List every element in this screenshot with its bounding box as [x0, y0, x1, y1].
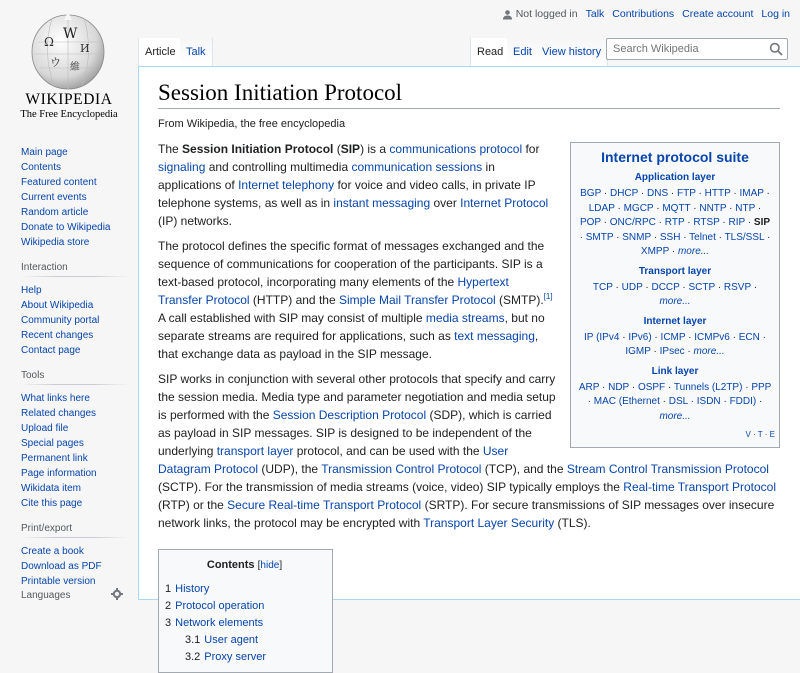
sidebar-tools-link[interactable]: Wikidata item [21, 483, 82, 494]
sidebar-nav-link[interactable]: Wikipedia store [21, 237, 90, 248]
sidebar-tools-link[interactable]: Page information [21, 468, 97, 479]
sidebar-list-item [21, 559, 138, 574]
navbox-protocol-link[interactable]: TCP [592, 281, 613, 293]
text: (SRTP). For secure transmissions of SIP messages over insecure network links, the protocol may be encrypted with [158, 498, 775, 530]
sidebar-list-item [21, 436, 138, 451]
toc-list [165, 581, 324, 666]
print-export-heading: Print/export [21, 523, 128, 538]
sidebar-tools [21, 370, 138, 511]
sidebar-list-item [21, 160, 138, 175]
not-logged-in-label: Not logged in [515, 8, 578, 20]
sidebar-navigation [21, 145, 138, 250]
table-of-contents [158, 549, 333, 673]
text: for voice and video calls, in private IP telephone systems, as well as in [158, 178, 536, 210]
text: (RTP) or the [158, 498, 228, 512]
navbox-vte: V · T · E [745, 430, 775, 439]
sidebar-list-item [21, 544, 138, 559]
article-link[interactable]: signaling [158, 160, 206, 174]
logo-wordmark: WIKIPEDIA [25, 91, 113, 108]
navbox-protocol-link[interactable]: POP [579, 217, 601, 228]
sidebar-list-item [21, 466, 138, 481]
article-link[interactable]: Transmission Control Protocol [321, 462, 482, 476]
navbox-protocol-link[interactable]: ICMP [660, 331, 686, 343]
sidebar [0, 140, 138, 601]
sidebar-nav-link-list [21, 145, 138, 250]
page-title: Session Initiation Protocol [158, 80, 780, 109]
log-in-link[interactable]: Log in [761, 8, 790, 20]
sidebar-nav-link[interactable]: Featured content [21, 177, 97, 188]
article-link[interactable]: Internet telephony [238, 178, 335, 192]
navbox-protocol-link[interactable]: IMAP [739, 188, 764, 199]
navbox-protocol-link[interactable]: SSH [659, 231, 681, 243]
navbox-protocol-link[interactable]: DNS [647, 188, 669, 199]
search-input[interactable] [607, 39, 765, 59]
navbox-section-heading[interactable]: Internet layer [643, 315, 707, 327]
talk-link[interactable]: Talk [585, 8, 605, 20]
text: protocol, and can be used with the [293, 444, 483, 458]
navbox-protocol-link[interactable]: RSVP [723, 281, 751, 293]
navbox-protocol-link[interactable]: MGCP [623, 202, 654, 214]
sidebar-list-item [21, 406, 138, 421]
sidebar-list-item [21, 205, 138, 220]
navbox-more-link[interactable]: more... [677, 246, 710, 257]
navbox-protocol-link[interactable]: SCTP [688, 281, 716, 293]
tab-article[interactable]: Article [138, 38, 183, 66]
interaction-heading: Interaction [21, 262, 128, 277]
navbox-protocol-link[interactable]: MAC (Ethernet [593, 396, 660, 407]
article-link[interactable]: Session Description Protocol [272, 408, 427, 422]
text: (TCP), and the [481, 462, 567, 476]
article-body [158, 140, 780, 673]
sidebar-interaction-link[interactable]: Community portal [21, 315, 100, 326]
toc-item[interactable] [165, 598, 324, 615]
navbox-protocol-link[interactable]: DCCP [651, 281, 680, 293]
svg-text:W: W [63, 26, 78, 42]
toc-link[interactable]: Proxy server [204, 651, 267, 663]
main-content [138, 66, 800, 663]
sidebar-tools-link[interactable]: Cite this page [21, 498, 83, 509]
navbox-protocol-link[interactable]: DHCP [609, 188, 639, 199]
navbox-protocol-link[interactable]: RTP [664, 217, 685, 228]
sidebar-list-item [21, 481, 138, 496]
text: ) is a [360, 142, 390, 156]
text: (SDP), which is carried as payload in SIP messages. SIP is designed to be independent of the underlying [158, 408, 552, 458]
vte-edit-link[interactable]: E [769, 430, 775, 439]
navbox-protocol-link[interactable]: SMTP [585, 231, 614, 243]
vte-talk-link[interactable]: T [757, 430, 763, 439]
text: A call established with SIP may consist of multiple [158, 311, 426, 325]
toc-link[interactable]: User agent [204, 634, 259, 646]
sidebar-tools-link[interactable]: Special pages [21, 438, 84, 449]
navbox-protocol-link[interactable]: SIP [753, 217, 771, 228]
svg-text:Ω: Ω [44, 35, 54, 49]
sidebar-nav-link[interactable]: Donate to Wikipedia [21, 222, 111, 233]
navbox-protocol-link[interactable]: IP (IPv4 [584, 331, 620, 343]
navbox-protocol-link[interactable]: TLS/SSL [724, 231, 765, 243]
create-account-link[interactable]: Create account [682, 8, 754, 20]
sidebar-interaction-link-list [21, 283, 138, 358]
sidebar-list-item [21, 313, 138, 328]
sidebar-print [21, 523, 138, 589]
toc-heading: Contents [206, 559, 255, 571]
sidebar-list-item [21, 451, 138, 466]
navbox-section-heading[interactable]: Link layer [651, 365, 699, 377]
article-link[interactable]: communication sessions [351, 160, 483, 174]
navbox-more-link[interactable]: more... [659, 296, 691, 307]
user-icon [502, 9, 513, 20]
article-link[interactable]: Simple Mail Transfer Protocol [338, 293, 496, 307]
article-link[interactable]: transport layer [216, 444, 294, 458]
navbox-protocol-link[interactable]: FTP [677, 188, 696, 199]
sidebar-list-item [21, 220, 138, 235]
sidebar-interaction [21, 262, 138, 358]
navbox-protocol-link[interactable]: FDDI) [729, 396, 757, 407]
reference-link[interactable]: [1] [543, 292, 553, 301]
navbox-protocol-link[interactable]: LDAP [588, 202, 615, 214]
toc-number: 3 [165, 617, 172, 629]
sidebar-nav-link[interactable]: Contents [21, 162, 62, 173]
navbox-section-heading[interactable]: Transport layer [638, 265, 712, 277]
navbox-protocol-link[interactable]: MQTT [662, 202, 691, 214]
article-link[interactable]: Real-time Transport Protocol [623, 480, 777, 494]
navbox-protocol-link[interactable]: ICMPv6 [694, 331, 730, 343]
sidebar-print-link-list [21, 544, 138, 589]
text: (UDP), the [258, 462, 322, 476]
navbox-protocol-link[interactable]: PPP [751, 381, 772, 393]
gear-icon[interactable] [111, 588, 123, 600]
sidebar-list-item [21, 190, 138, 205]
navbox-protocol-link[interactable]: IPsec [659, 346, 685, 357]
protocol-suite-navbox [570, 142, 780, 448]
sidebar-list-item [21, 496, 138, 511]
navbox-section-list: IP (IPv4 · IPv6) · ICMP · ICMPv6 · ECN · IGMP · IPsec · more... [584, 331, 766, 357]
sidebar-list-item [21, 298, 138, 313]
text: (IP) networks. [158, 214, 233, 228]
toc-item[interactable] [165, 581, 324, 598]
wikipedia-globe-icon [28, 12, 108, 90]
toc-link[interactable]: Network elements [175, 617, 264, 629]
sidebar-print-link[interactable]: Create a book [21, 546, 84, 557]
sidebar-nav-link[interactable]: Random article [21, 207, 89, 218]
article-link[interactable]: Secure Real-time Transport Protocol [227, 498, 422, 512]
navbox-protocol-link[interactable]: XMPP [640, 246, 670, 257]
navbox-more-link[interactable]: more... [659, 410, 691, 422]
tab-read[interactable]: Read [470, 38, 510, 66]
navbox-section-list: ARP · NDP · OSPF · Tunnels (L2TP) · PPP · MAC (Ethernet · DSL · ISDN · FDDI) · more... [578, 381, 772, 422]
toc-number: 3.1 [185, 634, 201, 646]
navbox-protocol-link[interactable]: OSPF [637, 381, 666, 393]
languages-heading: Languages [21, 590, 71, 601]
navbox-protocol-link[interactable]: Tunnels (L2TP) [673, 381, 743, 393]
svg-text:И: И [80, 42, 90, 55]
navbox-title[interactable]: Internet protocol suite [601, 149, 749, 165]
toc-number: 2 [165, 600, 172, 612]
navbox-protocol-link[interactable]: RIP [728, 217, 746, 228]
text: over [430, 196, 461, 210]
text: in applications of [158, 160, 495, 192]
sidebar-print-link[interactable]: Download as PDF [21, 561, 102, 572]
sidebar-list-item [21, 145, 138, 160]
sidebar-nav-link[interactable]: Current events [21, 192, 87, 203]
sidebar-tools-link[interactable]: Related changes [21, 408, 97, 419]
search-icon[interactable] [769, 42, 783, 56]
text: (SMTP). [495, 293, 544, 307]
text: , but no separate streams are required for applications, such as [158, 311, 545, 343]
article-link[interactable]: Stream Control Transmission Protocol [566, 462, 769, 476]
sidebar-tools-link[interactable]: Upload file [21, 423, 69, 434]
sidebar-interaction-link[interactable]: About Wikipedia [21, 300, 94, 311]
article-link[interactable]: Transport Layer Security [423, 516, 555, 530]
navbox-protocol-link[interactable]: SNMP [622, 231, 651, 243]
navbox-protocol-link[interactable]: ECN [738, 331, 760, 343]
navbox-protocol-link[interactable]: ONC/RPC [609, 217, 656, 228]
tools-heading: Tools [21, 370, 128, 385]
navbox-protocol-link[interactable]: ARP [578, 381, 600, 393]
navbox-protocol-link[interactable]: DSL [668, 396, 688, 407]
article-link[interactable]: text messaging [454, 329, 535, 343]
personal-tools [502, 8, 790, 20]
sidebar-list-item [21, 421, 138, 436]
tab-view-history[interactable]: View history [536, 38, 608, 66]
not-logged-in-status [502, 8, 578, 20]
toc-link[interactable]: Protocol operation [175, 600, 265, 612]
text: The protocol defines the specific format of messages exchanged and the sequence of communications for cooperation of the participants. SIP is a text-based protocol, incorporating many elements of the [158, 239, 545, 289]
toc-title: Contents [hide] [206, 559, 283, 571]
navbox-protocol-link[interactable]: UDP [621, 281, 643, 293]
article-link[interactable]: media streams [425, 311, 505, 325]
tab-talk[interactable]: Talk [180, 38, 213, 66]
term-bold: Session Initiation Protocol [182, 142, 334, 156]
article-link[interactable]: instant messaging [333, 196, 431, 210]
navbox-protocol-link[interactable]: NDP [608, 381, 630, 393]
site-subtitle: From Wikipedia, the free encyclopedia [158, 118, 346, 130]
toc-link[interactable]: History [175, 583, 210, 595]
contributions-link[interactable]: Contributions [612, 8, 675, 20]
logo-tagline: The Free Encyclopedia [20, 109, 118, 120]
vte-view-link[interactable]: V [745, 430, 751, 439]
text: and controlling multimedia [205, 160, 352, 174]
toc-number: 1 [165, 583, 172, 595]
sidebar-list-item [21, 343, 138, 358]
toc-item[interactable] [165, 632, 324, 649]
sidebar-list-item [21, 328, 138, 343]
article-link[interactable]: User Datagram Protocol [158, 444, 509, 476]
navbox-protocol-link[interactable]: IPv6) [628, 331, 652, 343]
toc-item[interactable] [165, 615, 324, 632]
navbox-protocol-link[interactable]: NNTP [699, 202, 727, 214]
toc-number: 3.2 [185, 651, 201, 663]
text: SIP works in conjunction with several other protocols that specify and carry the session media. Media type and parameter negotiation and media setup is performed with the [158, 372, 556, 422]
sidebar-print-link[interactable]: Printable version [21, 576, 96, 587]
navbox-section-list: TCP · UDP · DCCP · SCTP · RSVP · more... [592, 281, 758, 307]
sidebar-list-item [21, 391, 138, 406]
tab-edit[interactable]: Edit [507, 38, 539, 66]
text: , that exchange data as payload in the SIP message. [158, 329, 539, 361]
sidebar-list-item [21, 283, 138, 298]
article-link[interactable]: Internet Protocol [460, 196, 549, 210]
text: ( [333, 142, 341, 156]
text: (TLS). [554, 516, 591, 530]
sidebar-nav-link[interactable]: Main page [21, 147, 68, 158]
navbox-protocol-link[interactable]: BGP [580, 188, 602, 199]
text: (SCTP). For the transmission of media streams (voice, video) SIP typically employs the [158, 480, 624, 494]
text: for [522, 142, 540, 156]
navbox-more-link[interactable]: more... [693, 346, 725, 357]
text: The [158, 142, 183, 156]
svg-text:維: 維 [70, 62, 80, 73]
article-link[interactable]: Hypertext Transfer Protocol [158, 275, 509, 307]
navbox-section-list: BGP · DHCP · DNS · FTP · HTTP · IMAP · LDAP · MGCP · MQTT · NNTP · NTP · POP · ONC/RPC · RTP · RTSP · RIP · SIP · SMTP · SNMP · SSH · Telnet · TLS/SSL · XMPP · more... [579, 188, 771, 257]
sidebar-interaction-link[interactable]: Help [21, 285, 42, 296]
sidebar-list-item [21, 175, 138, 190]
navbox-protocol-link[interactable]: IGMP [625, 346, 651, 357]
sidebar-tools-link[interactable]: What links here [21, 393, 90, 404]
sidebar-interaction-link[interactable]: Contact page [21, 345, 81, 356]
navbox-section-heading[interactable]: Application layer [634, 172, 716, 183]
wikipedia-logo[interactable] [0, 0, 138, 125]
navbox-protocol-link[interactable]: Telnet [689, 231, 716, 243]
navbox-protocol-link[interactable]: RTSP [693, 217, 720, 228]
acronym-bold: SIP [340, 142, 361, 156]
navbox-protocol-link[interactable]: NTP [735, 202, 756, 214]
toc-item[interactable] [165, 649, 324, 666]
toc-hide-toggle[interactable]: hide [260, 560, 280, 571]
sidebar-interaction-link[interactable]: Recent changes [21, 330, 94, 341]
search-box [606, 38, 788, 60]
sidebar-list-item [21, 235, 138, 250]
sidebar-tools-link-list [21, 391, 138, 511]
sidebar-list-item [21, 574, 138, 589]
article-link[interactable]: communications protocol [389, 142, 523, 156]
text: (HTTP) and the [249, 293, 339, 307]
sidebar-tools-link[interactable]: Permanent link [21, 453, 88, 464]
navbox-protocol-link[interactable]: HTTP [704, 188, 731, 199]
navbox-protocol-link[interactable]: ISDN [696, 396, 721, 407]
svg-text:ウ: ウ [50, 56, 61, 69]
